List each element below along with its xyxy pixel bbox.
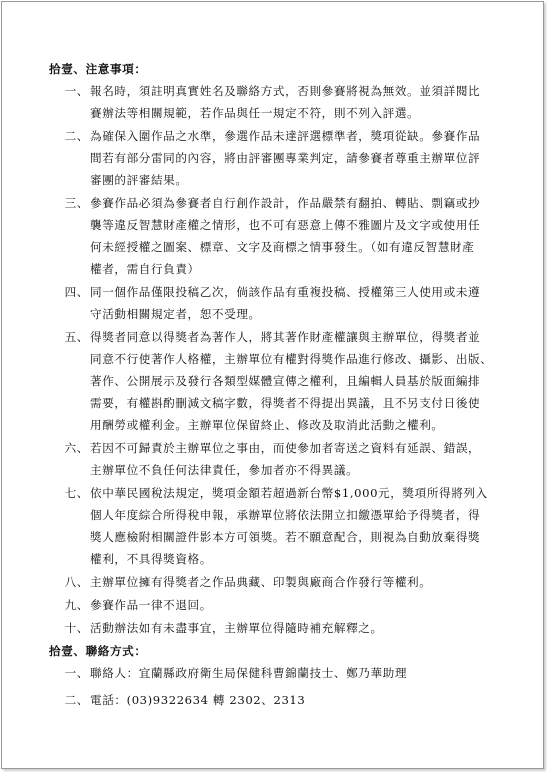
list-item (49, 689, 509, 711)
document-page (1, 1, 544, 769)
notes-list (49, 80, 509, 639)
list-item (49, 437, 509, 481)
text-line: 襲等違反智慧財產權之情形，也不可有惡意上傳不雅圖片及文字或使用任 (90, 218, 481, 232)
list-item (49, 326, 509, 436)
item-marker: 六、 (64, 441, 89, 455)
list-item (49, 594, 509, 616)
item-text (89, 571, 509, 593)
contact-heading: 拾壹、聯絡方式： (49, 644, 147, 658)
text-line: 參賽作品必須為參賽者自行創作設計，作品嚴禁有翻拍、轉貼、剽竊或抄 (90, 196, 481, 210)
text-line: 需要，有權斟酌刪減文稿字數，得獎者不得提出異議，且不另支付日後使 (90, 396, 481, 410)
text-line: 為確保入圍作品之水準，參選作品未達評選標準者，獎項從缺。參賽作品 (90, 129, 481, 143)
text-line: 同一個作品僅限投稿乙次，倘該作品有重複投稿、授權第三人使用或未遵 (90, 285, 481, 299)
item-text (89, 689, 509, 711)
item-text (89, 326, 509, 436)
text-line: 個人年度綜合所得稅申報，承辦單位將依法開立扣繳憑單給予得獎者，得 (90, 508, 481, 522)
text-line: 若因不可歸責於主辦單位之事由，而使參加者寄送之資料有延誤、錯誤， (90, 441, 481, 455)
contact-list (49, 662, 509, 711)
text-line: 報名時，須註明真實姓名及聯絡方式，否則參賽將視為無效。並須詳閱比 (90, 84, 481, 98)
list-item (49, 192, 509, 280)
text-line: 著作、公開展示及發行各類型媒體宣傳之權利，且編輯人員基於版面編排 (90, 374, 481, 388)
item-text (89, 125, 509, 191)
item-text (89, 192, 509, 280)
text-line: 用酬勞或權利金。主辦單位保留終止、修改及取消此活動之權利。 (90, 418, 444, 432)
list-item (49, 617, 509, 639)
item-marker: 一、 (64, 666, 89, 680)
document-content (49, 58, 509, 711)
list-item (49, 281, 509, 325)
item-text (89, 482, 509, 570)
list-item (49, 571, 509, 593)
list-item (49, 482, 509, 570)
contact-person: 聯絡人：宜蘭縣政府衛生局保健科曹錦蘭技士、鄭乃華助理 (90, 666, 408, 680)
item-marker: 七、 (64, 486, 89, 500)
text-line: 權者，需自行負責） (90, 262, 200, 276)
text-line: 主辦單位不負任何法律責任，參加者亦不得異議。 (90, 463, 359, 477)
notes-heading: 拾壹、注意事項： (49, 62, 147, 76)
item-marker: 一、 (64, 84, 89, 98)
item-text (89, 80, 509, 124)
text-line: 賽辦法等相關規範，若作品與任一規定不符，則不列入評選。 (90, 106, 420, 120)
item-marker: 四、 (64, 285, 89, 299)
item-marker: 九、 (64, 598, 89, 612)
item-text (89, 617, 509, 639)
item-marker: 二、 (64, 693, 89, 707)
text-line: 依中華民國稅法規定，獎項金額若超過新台幣$1,000元，獎項所得將列入 (90, 486, 488, 500)
list-item (49, 80, 509, 124)
text-line: 參賽作品一律不退回。 (90, 598, 212, 612)
text-line: 主辦單位擁有得獎者之作品典藏、印製與廠商合作發行等權利。 (90, 575, 432, 589)
text-line: 審團的評審結果。 (90, 173, 188, 187)
text-line: 守活動相關規定者，恕不受理。 (90, 307, 261, 321)
text-line: 獎人應檢附相關證件影本方可領獎。若不願意配合，則視為自動放棄得獎 (90, 530, 481, 544)
text-line: 同意不行使著作人格權，主辦單位有權對得獎作品進行修改、攝影、出版、 (90, 352, 493, 366)
list-item (49, 662, 509, 684)
item-marker: 二、 (64, 129, 89, 143)
text-line: 權利，不具得獎資格。 (90, 552, 212, 566)
contact-phone: 電話：(03)9322634 轉 2302、2313 (90, 693, 306, 707)
item-marker: 五、 (64, 330, 89, 344)
text-line: 何未經授權之圖案、標章、文字及商標之情事發生。（如有違反智慧財產 (90, 240, 475, 254)
item-text (89, 437, 509, 481)
list-item (49, 125, 509, 191)
item-marker: 十、 (64, 621, 89, 635)
item-marker: 八、 (64, 575, 89, 589)
item-text (89, 662, 509, 684)
text-line: 得獎者同意以得獎者為著作人，將其著作財產權讓與主辦單位，得獎者並 (90, 330, 481, 344)
item-text (89, 281, 509, 325)
item-text (89, 594, 509, 616)
text-line: 活動辦法如有未盡事宜，主辦單位得隨時補充解釋之。 (90, 621, 383, 635)
item-marker: 三、 (64, 196, 89, 210)
text-line: 間若有部分雷同的內容，將由評審團專業判定，請參賽者尊重主辦單位評 (90, 151, 481, 165)
